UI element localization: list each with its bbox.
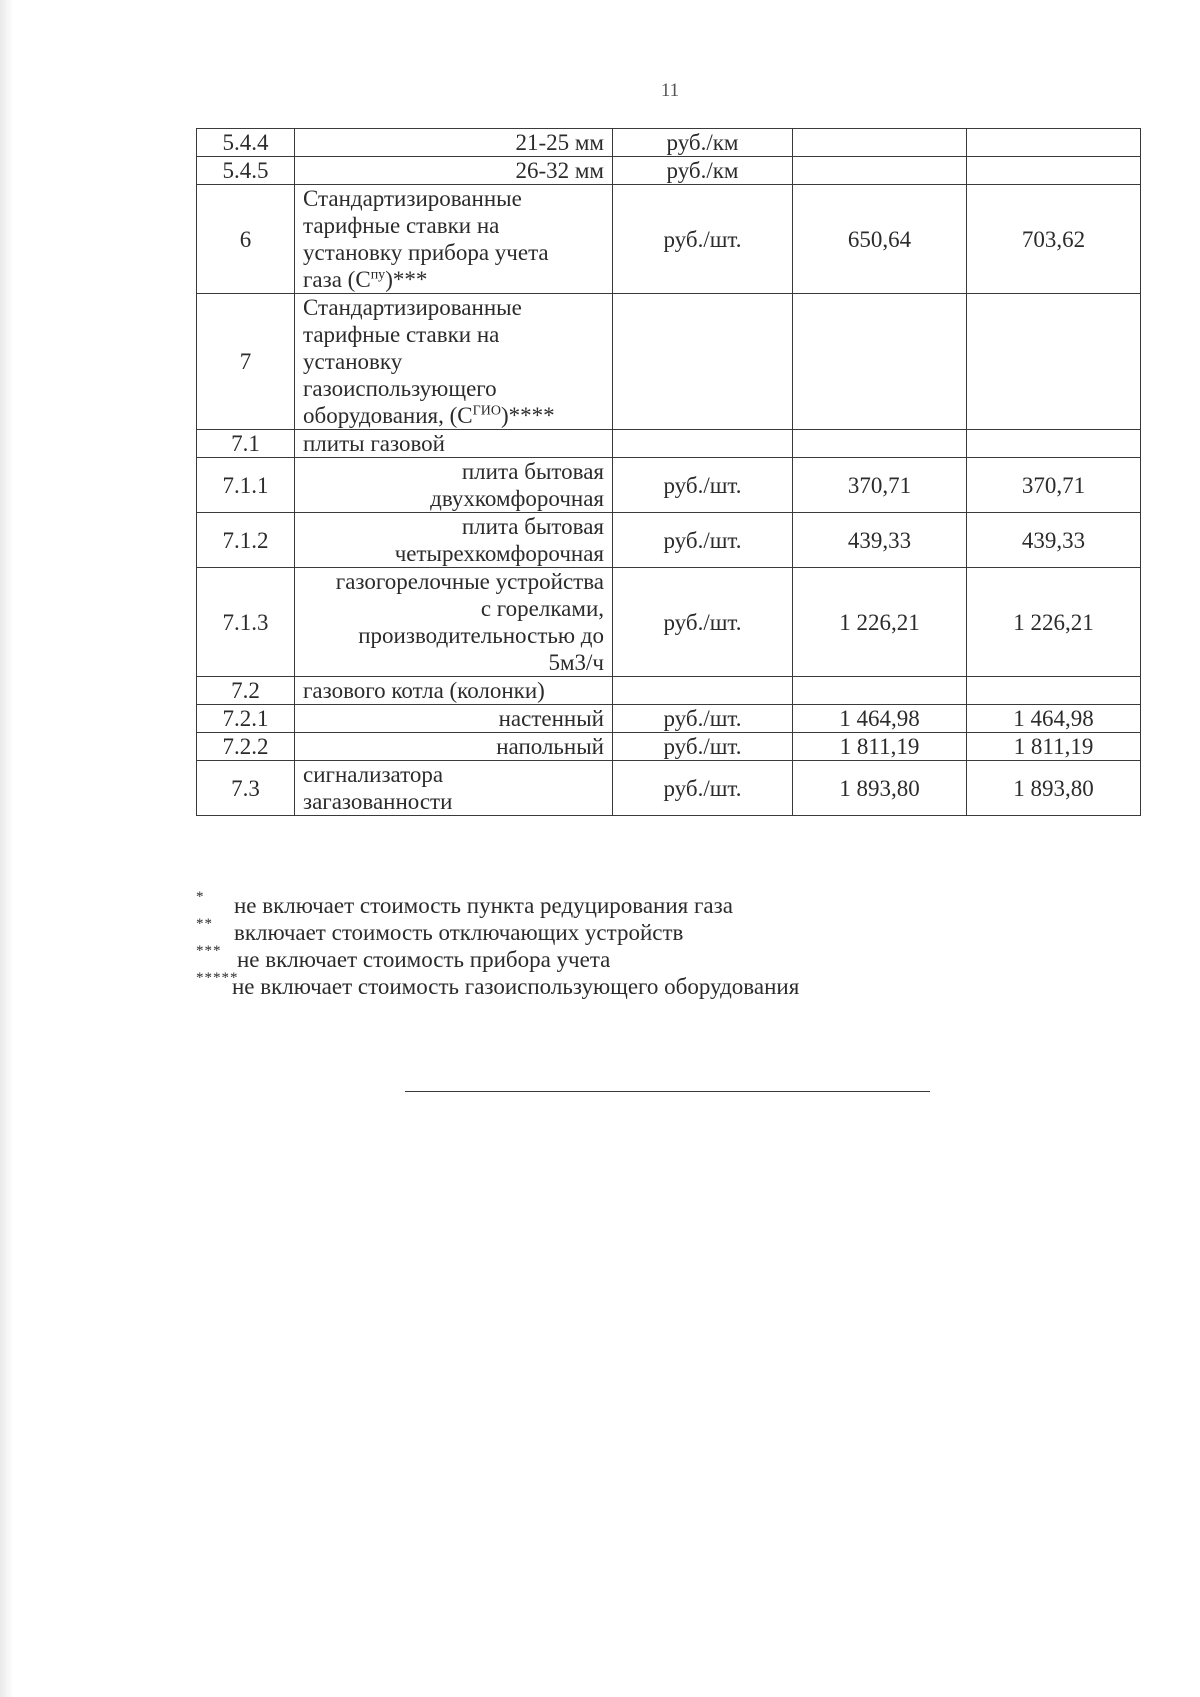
row-number-cell: 7.3 (197, 761, 295, 816)
row-unit-cell: руб./км (613, 157, 793, 185)
row-number-cell: 7.2 (197, 677, 295, 705)
row-unit-cell: руб./шт. (613, 185, 793, 294)
row-unit-cell (613, 294, 793, 430)
row-value-2-cell (967, 157, 1141, 185)
row-name-cell: газогорелочные устройства с горелками, производительностью до 5м3/ч (295, 568, 613, 677)
row-name-cell: Стандартизированные тарифные ставки на установку газоиспользующего оборудования, $(С^{ГИО})****$ (295, 294, 613, 430)
footnotes (196, 889, 996, 1000)
row-value-2-cell: 1 811,19 (967, 733, 1141, 761)
row-value-1-cell: 1 464,98 (793, 705, 967, 733)
row-name-cell: плиты газовой (295, 430, 613, 458)
signature-line (405, 1091, 930, 1092)
row-unit-cell (613, 430, 793, 458)
row-value-2-cell: 439,33 (967, 513, 1141, 568)
row-value-2-cell: 1 893,80 (967, 761, 1141, 816)
row-value-2-cell: 1 464,98 (967, 705, 1141, 733)
row-unit-cell: руб./шт. (613, 513, 793, 568)
row-number-cell: 7 (197, 294, 295, 430)
table-row (197, 733, 1141, 761)
page-number: 11 (660, 80, 680, 101)
table-row (197, 513, 1141, 568)
table-row (197, 129, 1141, 157)
table-row (197, 568, 1141, 677)
table-row (197, 761, 1141, 816)
footnote-text: не включает стоимость пункта редуцирования газа (234, 893, 733, 918)
row-value-2-cell: 1 226,21 (967, 568, 1141, 677)
row-number-cell: 5.4.4 (197, 129, 295, 157)
row-name-cell: 26-32 мм (295, 157, 613, 185)
row-number-cell: 7.1.1 (197, 458, 295, 513)
row-name-cell: напольный (295, 733, 613, 761)
table-row (197, 157, 1141, 185)
row-unit-cell: руб./шт. (613, 568, 793, 677)
row-name-cell: сигнализатора загазованности (295, 761, 613, 816)
row-unit-cell: руб./шт. (613, 705, 793, 733)
row-number-cell: 7.1.2 (197, 513, 295, 568)
row-name-cell: газового котла (колонки) (295, 677, 613, 705)
row-number-cell: 6 (197, 185, 295, 294)
row-unit-cell: руб./шт. (613, 761, 793, 816)
tariff-table (196, 128, 1141, 816)
footnote-4 (196, 970, 996, 1000)
row-name-cell: плита бытовая двухкомфорочная (295, 458, 613, 513)
row-value-1-cell: 1 893,80 (793, 761, 967, 816)
table-row (197, 705, 1141, 733)
row-value-1-cell: 1 811,19 (793, 733, 967, 761)
row-value-2-cell: 703,62 (967, 185, 1141, 294)
footnote-mark: *** (196, 943, 222, 959)
table-row (197, 458, 1141, 513)
row-value-1-cell: 439,33 (793, 513, 967, 568)
scan-edge (0, 0, 14, 1697)
row-value-1-cell (793, 129, 967, 157)
row-value-1-cell (793, 677, 967, 705)
table-row (197, 185, 1141, 294)
footnote-mark: ***** (196, 970, 239, 986)
row-number-cell: 7.1.3 (197, 568, 295, 677)
footnote-text: включает стоимость отключающих устройств (234, 920, 684, 945)
row-unit-cell: руб./км (613, 129, 793, 157)
row-value-1-cell: 650,64 (793, 185, 967, 294)
row-number-cell: 5.4.5 (197, 157, 295, 185)
table-row (197, 294, 1141, 430)
footnote-2 (196, 916, 996, 946)
row-value-1-cell (793, 294, 967, 430)
row-name-cell: настенный (295, 705, 613, 733)
row-name-cell: плита бытовая четырехкомфорочная (295, 513, 613, 568)
row-name-cell: Стандартизированные тарифные ставки на установку прибора учета газа $(С^{пу})***$ (295, 185, 613, 294)
row-value-1-cell (793, 157, 967, 185)
row-value-2-cell (967, 129, 1141, 157)
footnote-mark: * (196, 889, 205, 905)
row-number-cell: 7.2.1 (197, 705, 295, 733)
row-value-1-cell: 1 226,21 (793, 568, 967, 677)
row-value-1-cell: 370,71 (793, 458, 967, 513)
row-value-2-cell (967, 677, 1141, 705)
footnote-mark: ** (196, 916, 213, 932)
footnote-text: не включает стоимость прибора учета (237, 947, 611, 972)
tariff-table-body (197, 129, 1141, 816)
row-name-cell: 21-25 мм (295, 129, 613, 157)
table-row (197, 430, 1141, 458)
footnote-text: не включает стоимость газоиспользующего оборудования (232, 974, 800, 999)
row-value-1-cell (793, 430, 967, 458)
row-value-2-cell: 370,71 (967, 458, 1141, 513)
footnote-3 (196, 943, 996, 973)
row-number-cell: 7.1 (197, 430, 295, 458)
footnote-1 (196, 889, 996, 919)
row-number-cell: 7.2.2 (197, 733, 295, 761)
row-value-2-cell (967, 294, 1141, 430)
row-value-2-cell (967, 430, 1141, 458)
row-unit-cell (613, 677, 793, 705)
table-row (197, 677, 1141, 705)
row-unit-cell: руб./шт. (613, 458, 793, 513)
row-unit-cell: руб./шт. (613, 733, 793, 761)
